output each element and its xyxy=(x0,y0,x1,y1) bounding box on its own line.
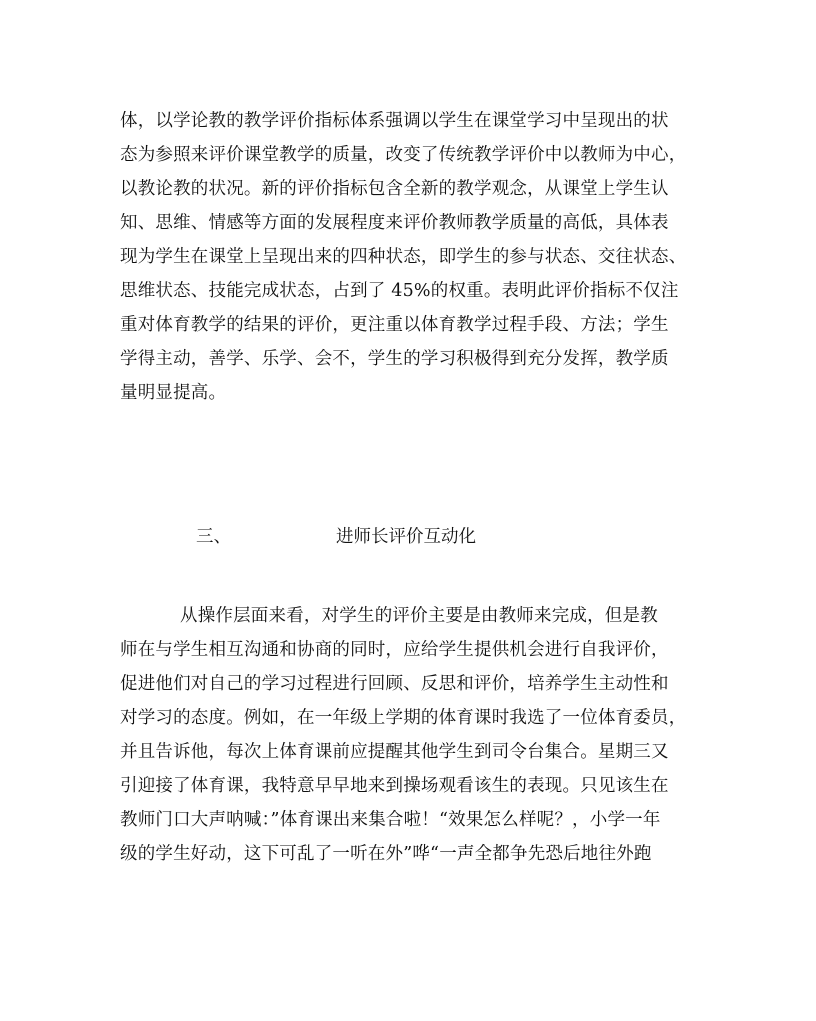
text-line: 态为参照来评价课堂教学的质量，改变了传统教学评价中以教师为中心， xyxy=(120,145,687,165)
text-line: 促进他们对自己的学习过程进行回顾、反思和评价，培养学生主动性和 xyxy=(120,674,669,694)
text-line: 师在与学生相互沟通和协商的同时，应给学生提供机会进行自我评价， xyxy=(120,640,669,660)
text-line: 级的学生好动，这下可乱了一听在外”哗“一声全都争先恐后地往外跑 xyxy=(120,844,652,864)
text-line: 现为学生在课堂上呈现出来的四种状态，即学生的参与状态、交往状态、 xyxy=(120,247,687,267)
paragraph-operation-level xyxy=(120,599,700,871)
text-line: 引迎接了体育课，我特意早早地来到操场观看该生的表现。只见该生在 xyxy=(120,776,669,796)
text-line: 体，以学论教的教学评价指标体系强调以学生在课堂学习中呈现出的状 xyxy=(120,111,669,131)
section-number: 三、 xyxy=(196,527,231,547)
text-line: 对学习的态度。例如，在一年级上学期的体育课时我选了一位体育委员， xyxy=(120,708,687,728)
text-line: 以教论教的状况。新的评价指标包含全新的教学观念，从课堂上学生认 xyxy=(120,179,669,199)
text-line: 知、思维、情感等方面的发展程度来评价教师教学质量的高低，具体表 xyxy=(120,213,669,233)
paragraph-evaluation-indicators xyxy=(120,104,700,410)
text-line: 从操作层面来看，对学生的评价主要是由教师来完成，但是教 xyxy=(180,606,658,626)
text-line: 思维状态、技能完成状态，占到了 45%的权重。表明此评价指标不仅注 xyxy=(120,281,679,301)
text-line: 量明显提高。 xyxy=(120,383,227,403)
text-line: 教师门口大声呐喊：”体育课出来集合啦！“效果怎么样呢？，小学一年 xyxy=(120,810,661,830)
text-line: 学得主动，善学、乐学、会不，学生的学习积极得到充分发挥，教学质 xyxy=(120,349,669,369)
section-title: 进师长评价互动化 xyxy=(336,527,476,547)
text-line: 重对体育教学的结果的评价，更注重以体育教学过程手段、方法；学生 xyxy=(120,315,669,335)
section-heading xyxy=(0,520,816,554)
text-line: 并且告诉他，每次上体育课前应提醒其他学生到司令台集合。星期三又 xyxy=(120,742,669,762)
